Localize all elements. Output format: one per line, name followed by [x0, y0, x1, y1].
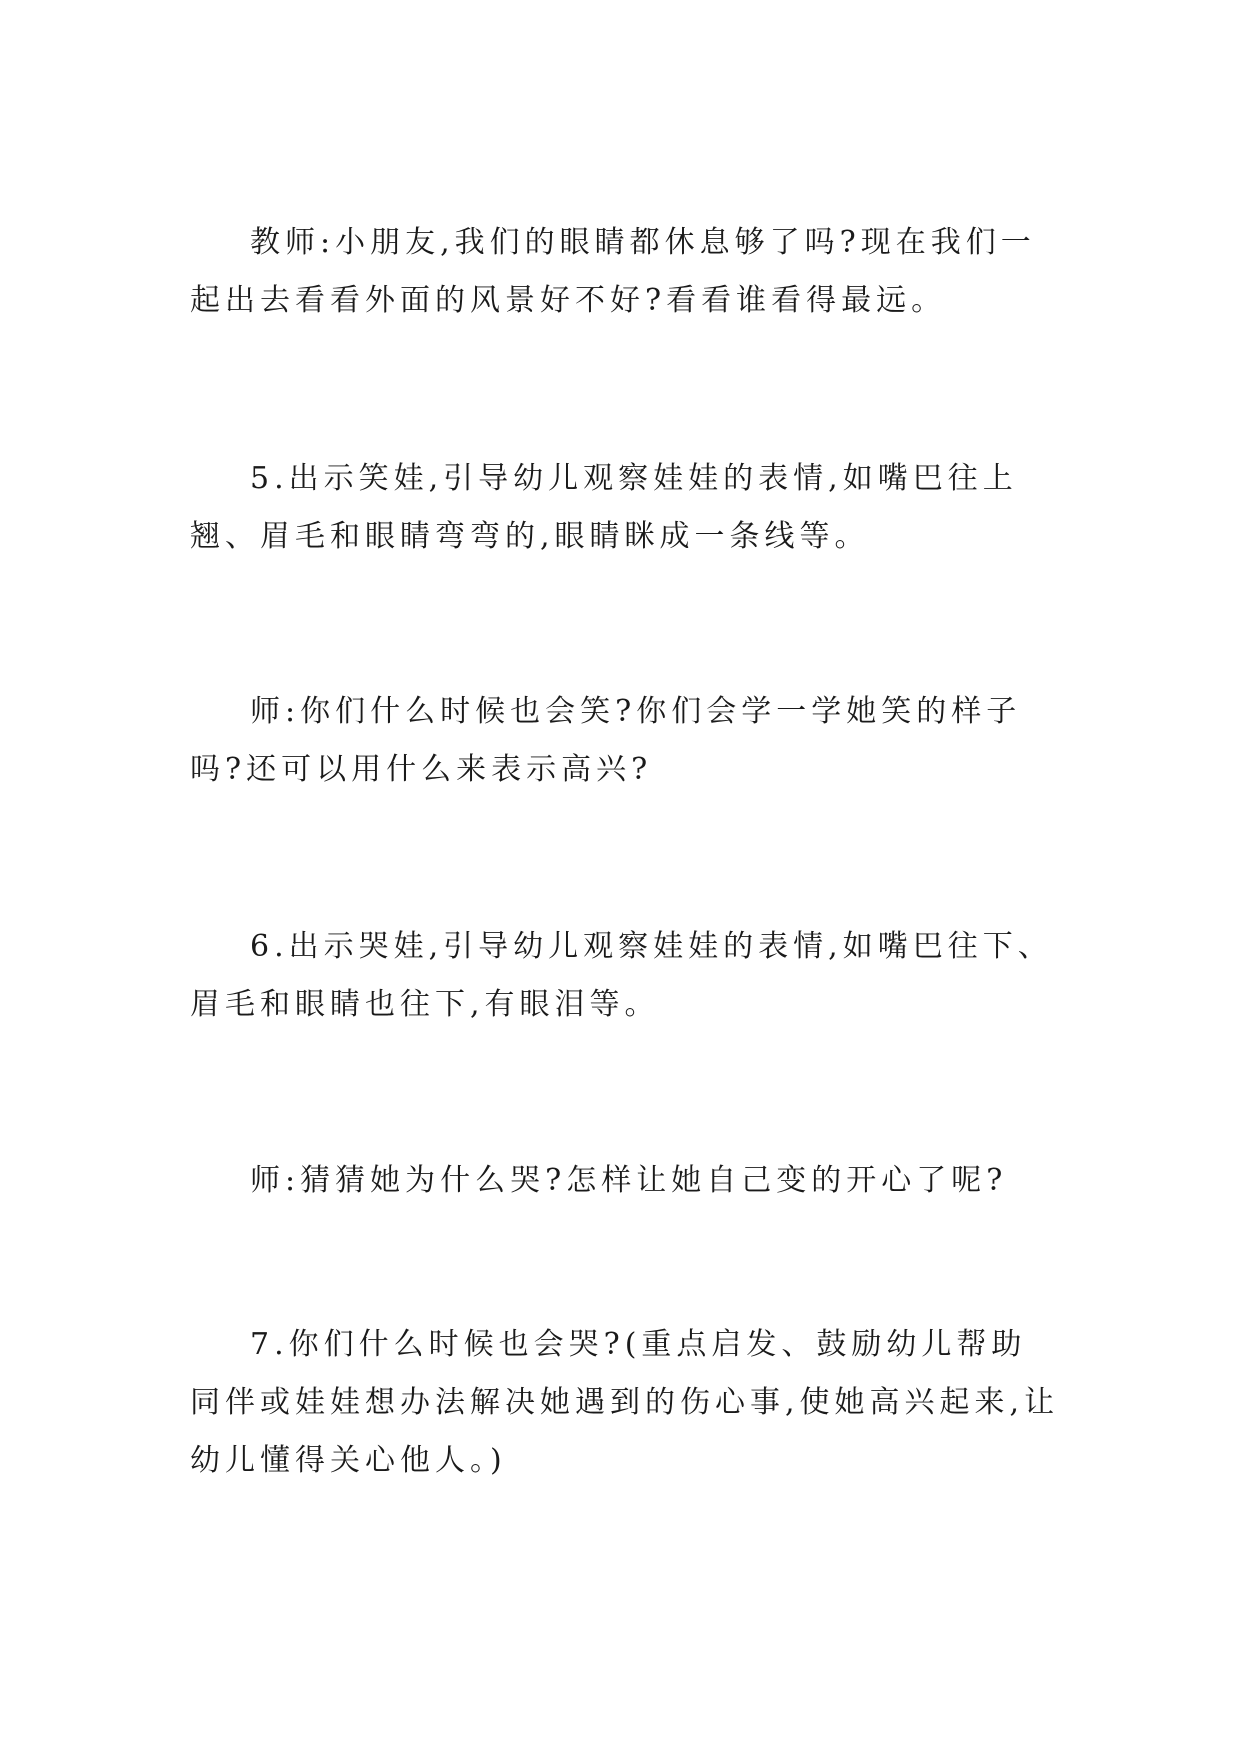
paragraph-step-7: 7.你们什么时候也会哭?(重点启发、鼓励幼儿帮助同伴或娃娃想办法解决她遇到的伤心事,使她高兴起来,让幼儿懂得关心他人。) [190, 1327, 1060, 1478]
paragraph-smile-question: 师:你们什么时候也会笑?你们会学一学她笑的样子吗?还可以用什么来表示高兴? [190, 694, 1022, 787]
paragraph-teacher-question: 教师:小朋友,我们的眼睛都休息够了吗?现在我们一起出去看看外面的风景好不好?看看谁看得最远。 [190, 225, 1036, 318]
paragraph-step-5: 5.出示笑娃,引导幼儿观察娃娃的表情,如嘴巴往上翘、眉毛和眼睛弯弯的,眼睛眯成一条线等。 [190, 461, 1018, 554]
paragraph-cry-question: 师:猜猜她为什么哭?怎样让她自己变的开心了呢? [250, 1163, 1008, 1198]
paragraph-step-6: 6.出示哭娃,引导幼儿观察娃娃的表情,如嘴巴往下、眉毛和眼睛也往下,有眼泪等。 [190, 929, 1053, 1022]
